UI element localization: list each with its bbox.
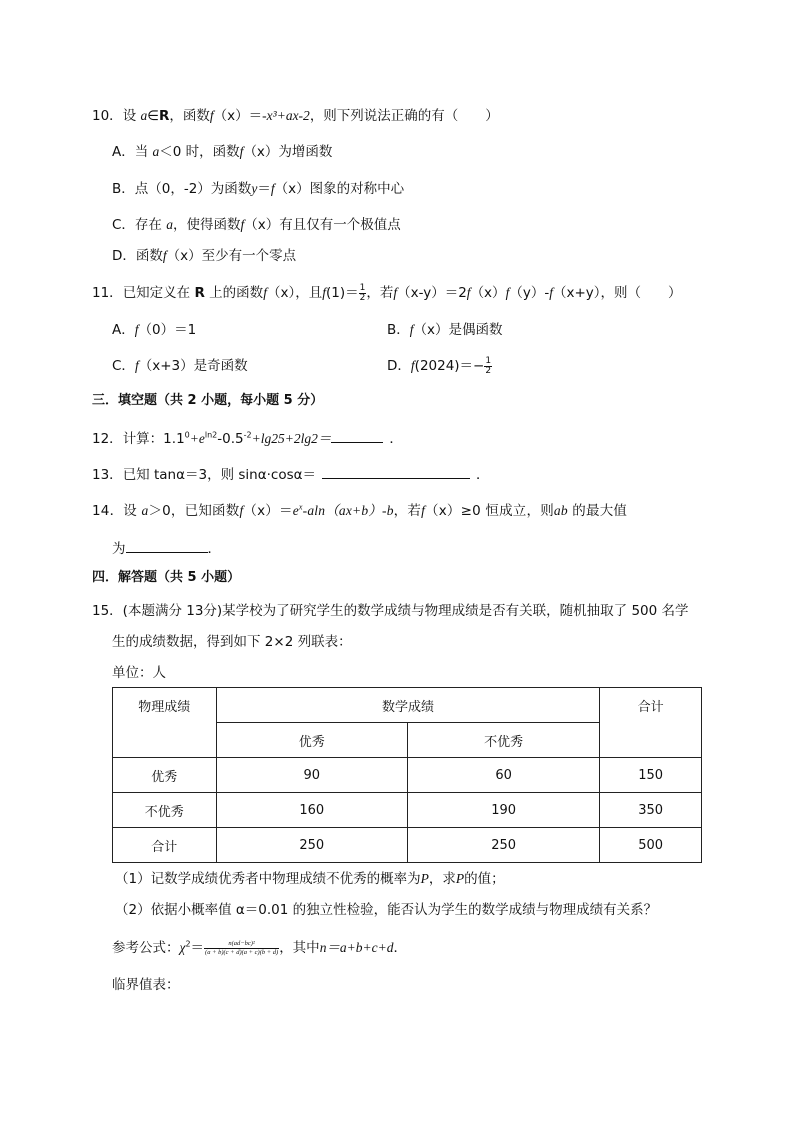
q10-option-a	[112, 142, 332, 162]
option-label: A．	[112, 322, 135, 338]
fraction-denominator: (a + b)(c + d)(a + c)(b + d)	[205, 948, 279, 956]
q11-text: （x）	[470, 285, 506, 301]
q11-option-a	[112, 320, 196, 340]
q14-number: 14．	[92, 503, 124, 519]
section-solve-heading: 四．解答题（共 5 小题）	[92, 570, 241, 585]
q11-set-r: R	[194, 285, 205, 301]
table-header-row	[113, 688, 702, 723]
option-text: f	[240, 217, 245, 232]
row-label: 不优秀	[113, 793, 217, 828]
q14-text: 设	[123, 503, 142, 519]
cell-not-good: 250	[407, 828, 599, 863]
option-f: f	[134, 358, 139, 373]
option-text: （x）图象的对称中心	[274, 181, 405, 197]
q11-text: （x-y）＝2	[397, 285, 467, 301]
fraction-numerator: 1	[359, 282, 366, 293]
q15-stem-line2: 生的成绩数据，得到如下 2×2 列联表：	[112, 634, 352, 650]
option-label: B．	[387, 322, 410, 338]
option-label: D．函数	[112, 248, 163, 264]
header-total: 合计	[600, 688, 702, 758]
q11-f: f	[393, 285, 398, 300]
fraction-numerator: n(ad−bc)²	[204, 940, 279, 949]
q11-f: f	[505, 285, 510, 300]
option-f: f	[410, 358, 415, 373]
q10-text-d: （x）＝	[213, 108, 263, 124]
q15-text: ，求	[428, 871, 456, 887]
table-row	[113, 828, 702, 863]
q11-text: （x+y），则（ ）	[552, 285, 682, 301]
q12-number: 12．	[92, 431, 123, 447]
q14-stem-line2	[112, 538, 221, 559]
option-text: a	[166, 217, 173, 232]
q13-text: ．	[476, 467, 490, 483]
formula-label: 参考公式：	[112, 940, 180, 956]
option-text: （0）＝1	[138, 322, 197, 338]
option-text: f	[239, 144, 244, 159]
formula-n: n＝a+b+c+d	[319, 940, 394, 955]
q10-number: 10．	[92, 108, 123, 124]
q11-f: f	[549, 285, 553, 300]
q12-answer-blank[interactable]	[331, 428, 383, 443]
option-text: y	[251, 181, 258, 196]
q11-text: ，若	[366, 285, 394, 301]
option-text: （x）有且仅有一个极值点	[244, 217, 401, 233]
option-text: （x）是偶函数	[413, 322, 503, 338]
option-text: f	[270, 181, 275, 196]
q14-ab: ab	[553, 503, 568, 518]
option-f: f	[409, 322, 414, 337]
cell-not-good: 60	[407, 758, 599, 793]
option-label: B．点（0，-2）为函数	[112, 181, 252, 197]
cell-total: 150	[600, 758, 702, 793]
formula-equals: ＝	[190, 940, 205, 956]
q15-formula	[112, 938, 407, 958]
header-good: 优秀	[216, 723, 407, 758]
q14-f: f	[239, 503, 244, 518]
option-text: a	[152, 144, 160, 159]
option-text: (2024)＝−	[414, 358, 485, 374]
q14-expression: -aln（ax+b）-b	[302, 503, 394, 518]
q12-text: -0.5	[217, 431, 244, 447]
q13-answer-blank[interactable]	[322, 464, 470, 479]
q15-sub1	[115, 869, 505, 889]
q14-text: ，若	[393, 503, 422, 519]
q15-var-p: P	[420, 871, 429, 886]
q14-e: e	[292, 503, 299, 518]
q11-option-c	[112, 356, 248, 376]
q10-option-c	[112, 215, 401, 235]
fraction-denominator: 2	[359, 292, 366, 303]
table-row	[113, 793, 702, 828]
q10-in: ∈	[147, 108, 159, 124]
q12-text: 计算：1.1	[122, 431, 185, 447]
q13-number: 13．	[92, 467, 123, 483]
option-text: f	[162, 248, 167, 263]
q11-option-d	[387, 356, 492, 376]
q11-option-b	[387, 320, 503, 340]
q10-text-c: ，函数	[169, 108, 210, 124]
q15-stem-line1: 15．(本题满分 13分)某学校为了研究学生的数学成绩与物理成绩是否有关联，随机抽取了 500 名学	[92, 603, 689, 619]
cell-total: 350	[600, 793, 702, 828]
q14-text: ＞0，已知函数	[148, 503, 240, 519]
q11-d-fraction	[484, 357, 492, 376]
q14-text: （x）≥0 恒成立，则	[425, 503, 554, 519]
q15-text: （1）记数学成绩优秀者中物理成绩不优秀的概率为	[115, 871, 421, 887]
q15-var-p: P	[455, 871, 465, 886]
q14-text: （x）＝	[243, 503, 293, 519]
q12-stem	[92, 428, 403, 449]
q15-text: 的值；	[464, 871, 505, 887]
header-not-good: 不优秀	[407, 723, 599, 758]
q10-set-r: R	[159, 108, 170, 124]
contingency-table	[112, 687, 702, 863]
option-text: ＜0 时，函数	[159, 144, 240, 160]
chi-square-fraction	[204, 940, 279, 957]
q13-stem	[92, 464, 490, 485]
q14-f: f	[421, 503, 426, 518]
q12-text: ．	[389, 431, 403, 447]
option-label: C．存在	[112, 217, 167, 233]
q15-unit: 单位：人	[112, 665, 166, 681]
fraction-numerator: 1	[485, 355, 492, 366]
option-text: （x）至少有一个零点	[166, 248, 297, 264]
fraction-denominator: 2	[485, 365, 492, 376]
formula-text: ，其中	[279, 940, 320, 956]
q10-option-d	[112, 246, 296, 266]
q14-text: 为	[112, 541, 126, 557]
header-physics: 物理成绩	[113, 688, 217, 758]
q11-f1: f	[322, 285, 326, 300]
option-label: D．	[387, 358, 411, 374]
formula-chi: χ	[179, 940, 186, 955]
q10-f: f	[209, 108, 214, 123]
q12-text: +e	[189, 431, 205, 446]
q11-text: 上的函数	[204, 285, 264, 301]
q10-text-a: 设	[122, 108, 141, 124]
q11-f: f	[466, 285, 471, 300]
q12-text: +lg25+2lg2＝	[251, 431, 332, 446]
cell-good: 160	[216, 793, 407, 828]
cell-not-good: 190	[407, 793, 599, 828]
q10-stem	[92, 106, 499, 126]
q12-exponent: 0	[184, 430, 190, 440]
q12-exponent: ln2	[204, 430, 218, 440]
q12-exponent: -2	[243, 430, 252, 440]
q11-text: 已知定义在	[122, 285, 195, 301]
q11-stem	[92, 283, 682, 303]
section-fill-in-heading: 三．填空题（共 2 小题，每小题 5 分）	[92, 393, 324, 408]
q14-text: 的最大值	[567, 503, 628, 519]
q11-number: 11．	[92, 285, 123, 301]
q14-exponent: x	[298, 502, 303, 512]
formula-text: ．	[393, 940, 408, 956]
option-text: ，使得函数	[172, 217, 241, 233]
option-f: f	[134, 322, 139, 337]
q14-answer-blank[interactable]	[126, 538, 208, 553]
q14-text: ．	[207, 541, 221, 557]
q15-sub2: （2）依据小概率值 α＝0.01 的独立性检验，能否认为学生的数学成绩与物理成绩有关系？	[115, 902, 658, 918]
option-label: C．	[112, 358, 135, 374]
option-text: （x）为增函数	[243, 144, 333, 160]
cell-good: 250	[216, 828, 407, 863]
q10-var-a: a	[140, 108, 148, 123]
option-text: （x+3）是奇函数	[138, 358, 248, 374]
row-label: 合计	[113, 828, 217, 863]
q10-text-e: ，则下列说法正确的有（ ）	[309, 108, 499, 124]
cell-total: 500	[600, 828, 702, 863]
q11-text: (1)＝	[325, 285, 359, 301]
q13-text: 已知 tanα＝3，则 sinα·cosα＝	[122, 467, 317, 483]
q14-var-a: a	[141, 503, 149, 518]
q11-f: f	[263, 285, 267, 300]
option-label: A．当	[112, 144, 153, 160]
row-label: 优秀	[113, 758, 217, 793]
q11-text: （y）-	[509, 285, 550, 301]
cell-good: 90	[216, 758, 407, 793]
formula-exponent: 2	[185, 939, 191, 949]
q15-critical-label: 临界值表：	[112, 977, 180, 993]
q10-expression: -x³+ax-2	[262, 108, 310, 123]
table-row	[113, 758, 702, 793]
q11-text: （x），且	[266, 285, 323, 301]
q10-option-b	[112, 179, 404, 199]
q14-stem	[92, 501, 627, 521]
header-math: 数学成绩	[216, 688, 600, 723]
option-text: ＝	[257, 181, 271, 197]
